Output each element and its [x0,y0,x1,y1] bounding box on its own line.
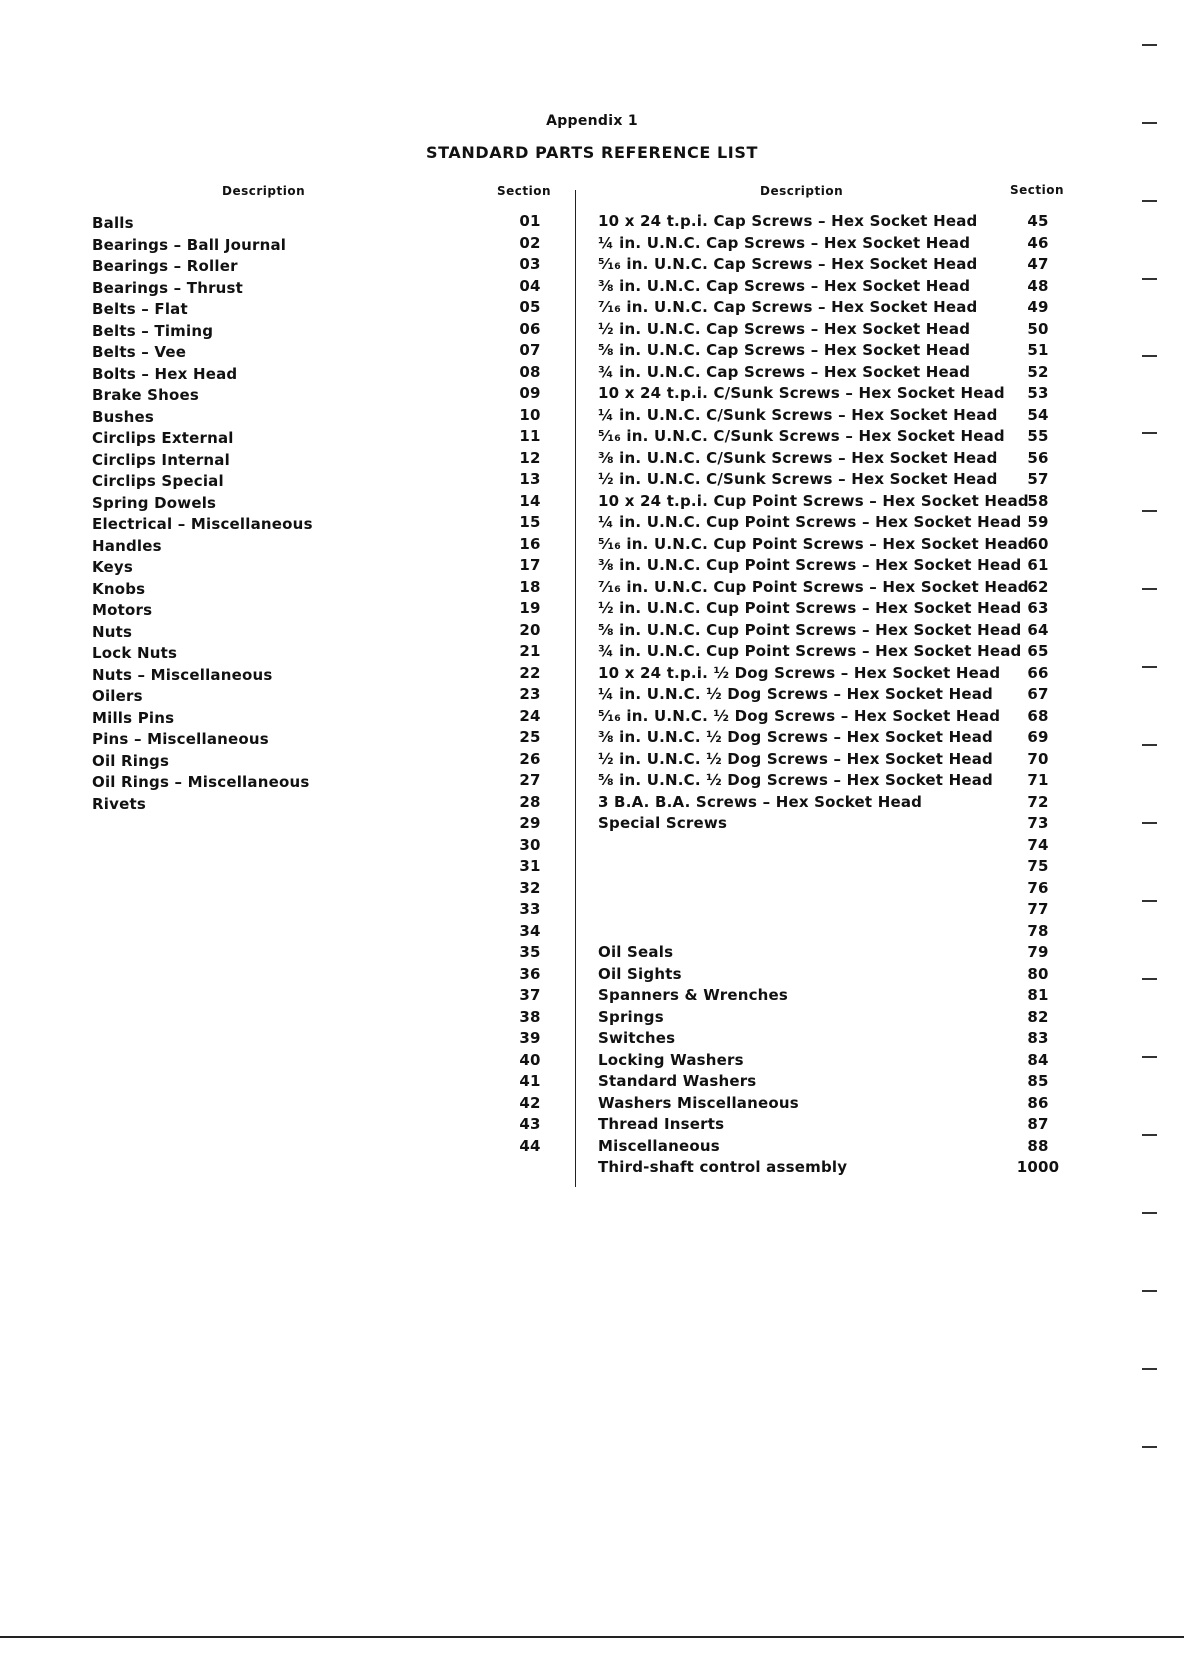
section-number: 72 [1027,792,1049,811]
section-number: 23 [519,685,541,703]
margin-tick [1142,122,1157,124]
section-number: 42 [519,1093,541,1112]
part-description: Thread Inserts [598,1115,725,1133]
section-number: 17 [519,556,541,574]
part-description: ⅜ in. U.N.C. Cup Point Screws – Hex Socket Head [598,556,1022,574]
part-description: Balls [92,214,134,232]
part-description: Oilers [92,687,143,705]
part-description: ⅝ in. U.N.C. Cup Point Screws – Hex Socket Head [598,620,1022,639]
section-number: 71 [1027,771,1049,789]
section-number: 28 [519,792,541,811]
part-description: Nuts – Miscellaneous [92,665,273,684]
section-number: 56 [1027,448,1049,467]
section-number: 43 [519,1115,541,1133]
margin-tick [1142,666,1157,668]
part-description: Oil Rings [92,751,170,770]
section-number: 67 [1027,685,1049,703]
part-description: Knobs [92,579,146,598]
margin-tick [1142,1368,1157,1370]
section-number: 20 [519,620,541,639]
left-section-header: Section [497,184,552,198]
part-description: ¼ in. U.N.C. Cup Point Screws – Hex Socket Head [598,513,1022,531]
part-description: Lock Nuts [92,644,178,662]
section-number: 04 [519,276,541,295]
part-description: ⁷⁄₁₆ in. U.N.C. Cap Screws – Hex Socket Head [598,298,978,316]
margin-tick [1142,510,1157,512]
section-number: 68 [1027,706,1049,725]
part-description: ⅜ in. U.N.C. ½ Dog Screws – Hex Socket Head [598,728,993,746]
part-description: 10 x 24 t.p.i. C/Sunk Screws – Hex Socket Head [598,384,1005,402]
section-number: 38 [519,1007,541,1026]
margin-tick [1142,355,1157,357]
section-number: 32 [519,878,541,897]
section-number: 50 [1027,319,1049,338]
part-description [598,878,1018,900]
section-number: 26 [519,749,541,768]
part-description: ½ in. U.N.C. C/Sunk Screws – Hex Socket Head [598,470,998,488]
section-number: 27 [519,771,541,789]
section-number: 15 [519,513,541,531]
section-number: 19 [519,599,541,617]
part-description: Bolts – Hex Head [92,364,238,383]
section-number: 46 [1027,233,1049,252]
appendix-label: Appendix 1 [546,113,638,129]
margin-tick [1142,1056,1157,1058]
part-description: Oil Seals [598,943,674,961]
section-number: 54 [1027,405,1049,424]
section-number: 39 [519,1029,541,1047]
section-number: 69 [1027,728,1049,746]
part-description: Spanners & Wrenches [598,986,789,1004]
section-number: 84 [1027,1050,1049,1069]
section-number: 65 [1027,642,1049,660]
section-number: 77 [1027,900,1049,918]
column-divider [575,190,576,1187]
part-description: Motors [92,601,153,619]
part-description: Mills Pins [92,708,175,727]
section-number: 48 [1027,276,1049,295]
margin-tick [1142,744,1157,746]
part-description: Electrical – Miscellaneous [92,515,313,533]
part-description: Circlips Special [92,472,224,490]
right-description-list [598,211,1029,1179]
margin-tick [1142,588,1157,590]
section-number: 57 [1027,470,1049,488]
right-description-header: Description [760,184,844,198]
section-number: 52 [1027,362,1049,381]
part-description: ¼ in. U.N.C. Cap Screws – Hex Socket Head [598,233,971,252]
section-number: 14 [519,491,541,510]
part-description: ⁵⁄₁₆ in. U.N.C. Cap Screws – Hex Socket Head [598,255,978,273]
section-number: 70 [1027,749,1049,768]
part-description: Circlips Internal [92,450,230,469]
part-description: Brake Shoes [92,386,200,404]
part-description: Special Screws [598,814,728,832]
section-number: 64 [1027,620,1049,639]
section-number: 51 [1027,341,1049,359]
section-number: 29 [519,814,541,832]
section-number: 35 [519,943,541,961]
section-number: 76 [1027,878,1049,897]
section-number: 34 [519,921,541,940]
section-number: 81 [1027,986,1049,1004]
section-number: 47 [1027,255,1049,273]
section-number: 59 [1027,513,1049,531]
part-description: Keys [92,558,134,576]
section-number: 40 [519,1050,541,1069]
section-number: 06 [519,319,541,338]
margin-tick [1142,44,1157,46]
margin-tick [1142,978,1157,980]
section-number: 05 [519,298,541,316]
section-number: 08 [519,362,541,381]
margin-tick [1142,1134,1157,1136]
section-number: 80 [1027,964,1049,983]
section-number: 21 [519,642,541,660]
left-description-list [92,213,472,815]
part-description: ¼ in. U.N.C. C/Sunk Screws – Hex Socket Head [598,405,998,424]
bottom-rule [0,1636,1184,1638]
section-number: 25 [519,728,541,746]
margin-tick [1142,1290,1157,1292]
part-description: ½ in. U.N.C. ½ Dog Screws – Hex Socket Head [598,749,993,768]
part-description: ¼ in. U.N.C. ½ Dog Screws – Hex Socket Head [598,685,993,703]
section-number: 49 [1027,298,1049,316]
page-title: STANDARD PARTS REFERENCE LIST [425,143,759,162]
section-number: 78 [1027,921,1049,940]
part-description: ⁷⁄₁₆ in. U.N.C. Cup Point Screws – Hex Socket Head [598,577,1029,596]
part-description: Belts – Vee [92,343,187,361]
section-number: 63 [1027,599,1049,617]
section-number: 45 [1027,212,1049,230]
part-description: Bushes [92,407,155,426]
part-description: 10 x 24 t.p.i. Cap Screws – Hex Socket Head [598,212,978,230]
section-number: 58 [1027,491,1049,510]
section-number: 60 [1027,534,1049,553]
section-number: 18 [519,577,541,596]
section-number: 62 [1027,577,1049,596]
left-description-header: Description [222,184,306,198]
section-number: 22 [519,663,541,682]
part-description: ¾ in. U.N.C. Cap Screws – Hex Socket Head [598,362,971,381]
part-description: Washers Miscellaneous [598,1093,799,1112]
margin-tick [1142,1446,1157,1448]
part-description [598,899,1018,921]
margin-tick [1142,822,1157,824]
section-number: 30 [519,835,541,854]
section-number: 31 [519,857,541,875]
section-number: 24 [519,706,541,725]
section-number: 85 [1027,1072,1049,1090]
part-description: Locking Washers [598,1050,744,1069]
part-description: ⁵⁄₁₆ in. U.N.C. Cup Point Screws – Hex Socket Head [598,534,1029,553]
part-description: Third-shaft control assembly [598,1158,848,1176]
section-number: 10 [519,405,541,424]
right-section-header: Section [1010,183,1065,197]
part-description: ⅜ in. U.N.C. C/Sunk Screws – Hex Socket Head [598,448,998,467]
section-number: 13 [519,470,541,488]
margin-tick [1142,278,1157,280]
section-number: 86 [1027,1093,1049,1112]
section-number: 55 [1027,427,1049,445]
section-number: 83 [1027,1029,1049,1047]
part-description: Belts – Timing [92,321,214,340]
section-number: 74 [1027,835,1049,854]
part-description: Bearings – Ball Journal [92,235,287,254]
right-section-list [1008,211,1068,1179]
section-number: 03 [519,255,541,273]
margin-tick [1142,200,1157,202]
section-number: 36 [519,964,541,983]
section-number: 01 [519,212,541,230]
section-number: 44 [519,1136,541,1155]
section-number: 07 [519,341,541,359]
part-description: Bearings – Roller [92,257,238,275]
part-description: Circlips External [92,429,234,447]
part-description: Bearings – Thrust [92,278,244,297]
part-description: Standard Washers [598,1072,757,1090]
part-description: Pins – Miscellaneous [92,730,269,748]
part-description [598,856,1018,878]
part-description: ⅝ in. U.N.C. Cap Screws – Hex Socket Head [598,341,971,359]
left-section-list [500,211,560,1157]
part-description: ⅝ in. U.N.C. ½ Dog Screws – Hex Socket Head [598,771,993,789]
section-number: 16 [519,534,541,553]
section-number: 61 [1027,556,1049,574]
section-number: 53 [1027,384,1049,402]
part-description: Springs [598,1007,664,1026]
section-number: 66 [1027,663,1049,682]
margin-tick [1142,1212,1157,1214]
part-description: Handles [92,536,162,555]
section-number: 11 [519,427,541,445]
section-number: 02 [519,233,541,252]
part-description: Switches [598,1029,676,1047]
part-description: Rivets [92,794,146,813]
section-number: 87 [1027,1115,1049,1133]
section-number: 1000 [1016,1158,1060,1176]
section-number: 88 [1027,1136,1049,1155]
margin-tick [1142,900,1157,902]
part-description: ¾ in. U.N.C. Cup Point Screws – Hex Socket Head [598,642,1022,660]
section-number: 41 [519,1072,541,1090]
section-number: 37 [519,986,541,1004]
section-number: 09 [519,384,541,402]
section-number: 33 [519,900,541,918]
section-number: 79 [1027,943,1049,961]
part-description: ⁵⁄₁₆ in. U.N.C. C/Sunk Screws – Hex Socket Head [598,427,1005,445]
part-description: Miscellaneous [598,1136,720,1155]
section-number: 82 [1027,1007,1049,1026]
section-number: 75 [1027,857,1049,875]
section-number: 73 [1027,814,1049,832]
section-number: 12 [519,448,541,467]
part-description: ⅜ in. U.N.C. Cap Screws – Hex Socket Head [598,276,971,295]
part-description: ½ in. U.N.C. Cap Screws – Hex Socket Head [598,319,971,338]
part-description: Spring Dowels [92,493,217,512]
part-description: 10 x 24 t.p.i. ½ Dog Screws – Hex Socket Head [598,663,1001,682]
part-description: Belts – Flat [92,300,188,318]
part-description: 3 B.A. B.A. Screws – Hex Socket Head [598,792,923,811]
part-description: ⁵⁄₁₆ in. U.N.C. ½ Dog Screws – Hex Socket Head [598,706,1001,725]
part-description: 10 x 24 t.p.i. Cup Point Screws – Hex Socket Head [598,491,1029,510]
part-description: Oil Sights [598,964,682,983]
part-description: ½ in. U.N.C. Cup Point Screws – Hex Socket Head [598,599,1022,617]
part-description: Nuts [92,622,133,641]
margin-tick [1142,432,1157,434]
part-description [598,835,1018,857]
part-description [598,921,1018,943]
part-description: Oil Rings – Miscellaneous [92,773,310,791]
